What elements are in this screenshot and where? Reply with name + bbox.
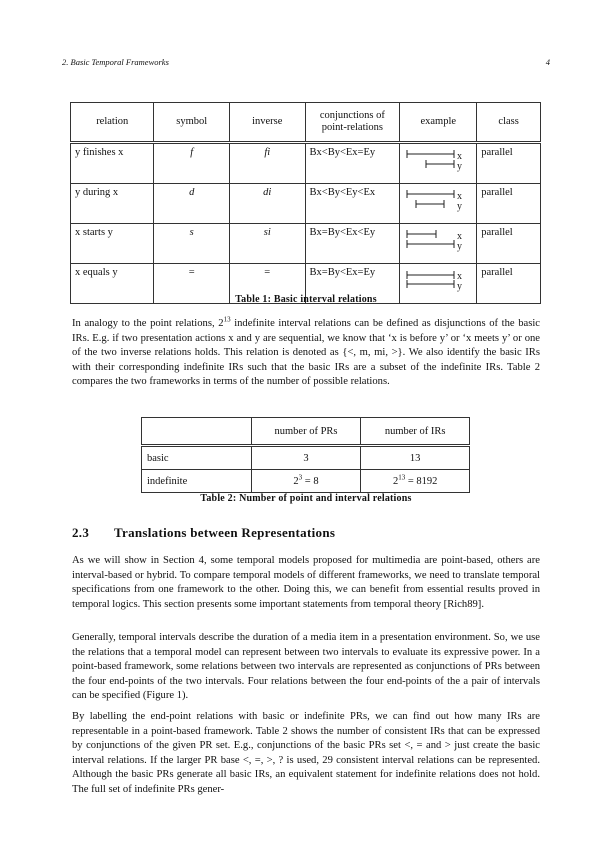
para1-text-a: In analogy to the point relations, 2 bbox=[72, 318, 224, 329]
header-conj-line1: conjunctions of bbox=[319, 110, 385, 121]
svg-text:y: y bbox=[457, 241, 463, 252]
table-number-of-relations bbox=[141, 417, 470, 493]
prs-exponent: 3 bbox=[298, 473, 303, 481]
header-symbol: symbol bbox=[154, 103, 230, 143]
irs-exponent: 13 bbox=[398, 473, 406, 481]
header-class: class bbox=[477, 103, 541, 143]
cell-class: parallel bbox=[477, 184, 541, 224]
para1-superscript: 13 bbox=[223, 315, 231, 324]
cell-relation: y finishes x bbox=[71, 143, 154, 184]
irs-result: = 8192 bbox=[405, 475, 438, 487]
header-example: example bbox=[400, 103, 477, 143]
section-heading bbox=[72, 525, 335, 541]
header-empty bbox=[142, 418, 252, 446]
section-number: 2.3 bbox=[72, 525, 90, 540]
cell-relation: x starts y bbox=[71, 224, 154, 264]
table-header-row bbox=[142, 418, 470, 446]
svg-text:y: y bbox=[457, 281, 463, 292]
prs-base: 2 bbox=[293, 475, 299, 487]
cell-conjunction: Bx=By<Ex=Ey bbox=[305, 264, 400, 304]
cell-relation: y during x bbox=[71, 184, 154, 224]
cell-conjunction: Bx<By<Ey<Ex bbox=[305, 184, 400, 224]
cell-conjunction: Bx=By<Ex<Ey bbox=[305, 224, 400, 264]
header-number-of-prs: number of PRs bbox=[251, 418, 361, 446]
cell-relation: x equals y bbox=[71, 264, 154, 304]
irs-base: 2 bbox=[392, 475, 399, 487]
paragraph-labelling: By labelling the end-point relations with basic or indefinite PRs, we can find out how many IRs are representable in a point-based framework. Table 2 shows the number of consistent IRs that can be expressed by conjunctions of the given PR set. E.g., conjunctions of the basic PRs set <, = and > just create the basic interval relations. If the larger PR base <, =, >, ? is used, 29 consistent interval relations can be represented. Although the basic PRs generate all basic IRs, an equivalent statement for indefinite relations does not hold. The full set of indefinite PRs gener- bbox=[72, 711, 540, 795]
svg-text:y: y bbox=[457, 201, 463, 212]
header-conj-line2: point-relations bbox=[321, 122, 383, 133]
cell-example bbox=[400, 224, 477, 264]
cell-inverse: fi bbox=[229, 143, 305, 184]
svg-text:x: x bbox=[457, 151, 463, 162]
interval-diagram-equals-icon bbox=[404, 268, 472, 294]
paragraph-generally: Generally, temporal intervals describe the duration of a media item in a presentation environment. So, we use the relations that a temporal model can represent between two intervals to evaluate its expressive power. In a point-based framework, some relations between two intervals are represented as conjunctions of PRs between the four end-points of the two intervals. Four relations between the four end-points of the a pair of intervals can be specified (Figure 1). bbox=[72, 632, 540, 702]
cell-label: indefinite bbox=[142, 470, 252, 493]
running-head bbox=[62, 57, 550, 67]
table-row bbox=[142, 446, 470, 470]
header-conjunctions bbox=[305, 103, 400, 143]
interval-diagram-finishes-icon bbox=[404, 148, 472, 174]
svg-text:y: y bbox=[457, 161, 463, 172]
cell-irs bbox=[361, 470, 470, 493]
cell-symbol: s bbox=[154, 224, 230, 264]
cell-prs bbox=[251, 470, 361, 493]
cell-irs: 13 bbox=[361, 446, 470, 470]
cell-inverse: di bbox=[229, 184, 305, 224]
table-basic-interval-relations bbox=[70, 102, 541, 304]
table-row bbox=[71, 224, 541, 264]
table-row bbox=[142, 470, 470, 493]
table-row bbox=[71, 184, 541, 224]
para1-text-b: indefinite interval relations can be defined as disjunctions of the basic IRs. E.g. if two presentation actions x and y are sequential, we know that ‘x is before y’ or ‘x meets y’ or one of the two inverse relations holds. This relation is denoted as {<, m, mi, >}. We also identify the basic IRs with their corresponding indefinite IRs such that the basic IRs are a subset of the indefinite IRs. Table 2 compares the two frameworks in terms of the number of possible relations. bbox=[72, 318, 541, 388]
cell-label: basic bbox=[142, 446, 252, 470]
cell-prs: 3 bbox=[251, 446, 361, 470]
section-title: Translations between Representations bbox=[114, 525, 336, 540]
cell-symbol: f bbox=[154, 143, 230, 184]
cell-inverse: = bbox=[229, 264, 305, 304]
cell-symbol: = bbox=[154, 264, 230, 304]
interval-diagram-during-icon bbox=[404, 188, 472, 214]
cell-example bbox=[400, 143, 477, 184]
running-head-title: 2. Basic Temporal Frameworks bbox=[62, 57, 169, 67]
cell-class: parallel bbox=[477, 224, 541, 264]
svg-text:x: x bbox=[457, 191, 463, 202]
table1-caption: Table 1: Basic interval relations bbox=[235, 294, 377, 305]
interval-diagram-starts-icon bbox=[404, 228, 472, 254]
cell-symbol: d bbox=[154, 184, 230, 224]
cell-conjunction: Bx<By<Ex=Ey bbox=[305, 143, 400, 184]
svg-text:x: x bbox=[457, 271, 463, 282]
svg-text:x: x bbox=[457, 231, 463, 242]
cell-class: parallel bbox=[477, 264, 541, 304]
paragraph-translations-intro: As we will show in Section 4, some temporal models proposed for multimedia are point-based, others are interval-based or hybrid. To compare temporal models of different frameworks, we need to translate temporal specifications from one framework to the other. Doing this, we can benefit from essential results proved in temporal logics. This section presents some important statements from temporal theory [Rich89]. bbox=[72, 555, 540, 610]
cell-example bbox=[400, 184, 477, 224]
cell-class: parallel bbox=[477, 143, 541, 184]
table-row bbox=[71, 143, 541, 184]
table-header-row bbox=[71, 103, 541, 143]
cell-inverse: si bbox=[229, 224, 305, 264]
header-relation: relation bbox=[71, 103, 154, 143]
prs-result: = 8 bbox=[302, 475, 319, 487]
table2-caption: Table 2: Number of point and interval relations bbox=[200, 493, 412, 504]
page-number: 4 bbox=[545, 57, 550, 67]
header-inverse: inverse bbox=[229, 103, 305, 143]
paragraph-indefinite-irs bbox=[72, 317, 540, 390]
header-number-of-irs: number of IRs bbox=[361, 418, 470, 446]
